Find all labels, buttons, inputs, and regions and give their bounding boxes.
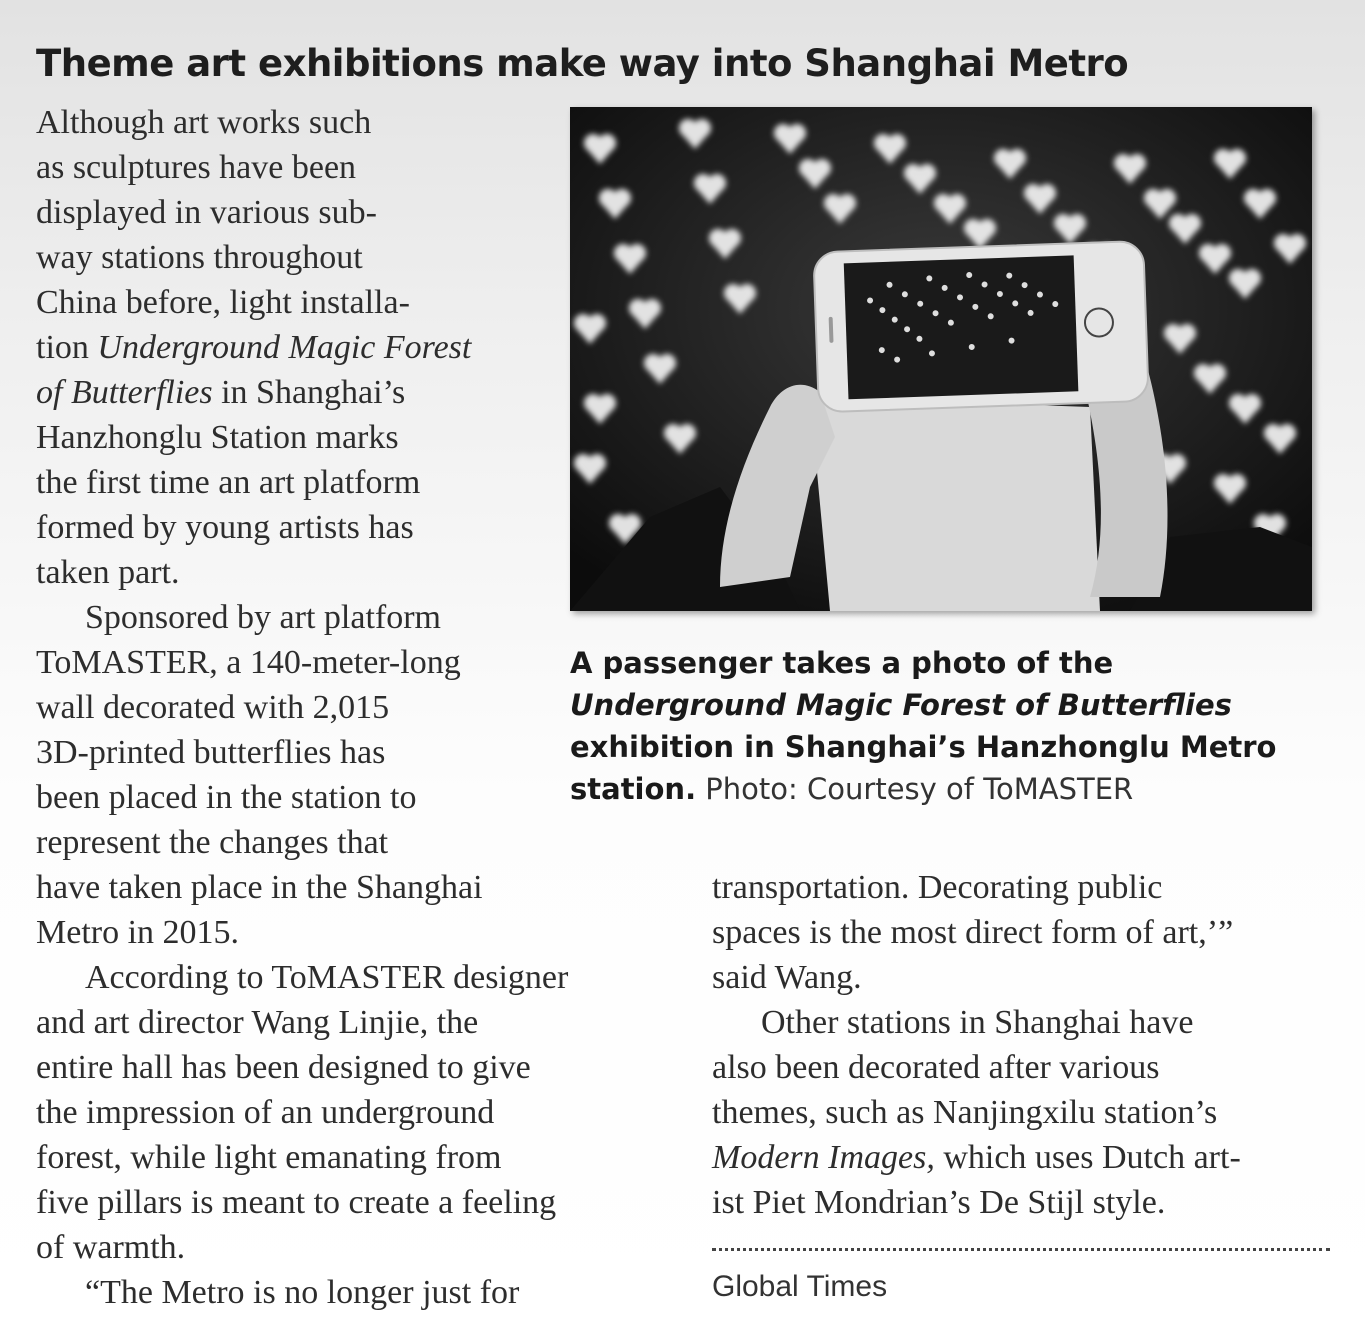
body-line: of warmth. [36,1229,186,1266]
divider [712,1248,1330,1251]
body-line: spaces is the most direct form of art,’” [712,914,1234,951]
caption-line [570,768,1330,810]
body-text: in Shanghai’s [212,374,406,411]
caption-text: station. [570,772,697,806]
body-line: Hanzhonglu Station marks [36,419,399,456]
body-line: forest, while light emanating from [36,1139,502,1176]
body-line: ist Piet Mondrian’s De Stijl style. [712,1184,1166,1221]
body-line: represent the changes that [36,824,389,861]
body-line: as sculptures have been [36,149,357,186]
body-line: 3D-printed butterflies has [36,734,386,771]
body-line: been placed in the station to [36,779,417,816]
photo-credit: Photo: Courtesy of ToMASTER [696,772,1134,806]
photo-caption [570,642,1330,810]
body-line: Metro in 2015. [36,914,240,951]
body-line: formed by young artists has [36,509,414,546]
source-label: Global Times [712,1270,888,1303]
body-text: which uses Dutch art- [934,1139,1241,1176]
body-line: taken part. [36,554,180,591]
body-line: wall decorated with 2,015 [36,689,390,726]
body-line: five pillars is meant to create a feeling [36,1184,557,1221]
caption-exhibition-title: Underground Magic Forest of Butterflies [570,688,1232,722]
body-line: Other stations in Shanghai have [761,1004,1194,1041]
body-line: have taken place in the Shanghai [36,869,483,906]
body-line: and art director Wang Linjie, the [36,1004,479,1041]
body-line: displayed in various sub- [36,194,377,231]
body-line: According to ToMASTER designer [85,959,569,996]
body-line: Sponsored by art platform [85,599,441,636]
body-line: transportation. Decorating public [712,869,1163,906]
body-text: tion [36,329,98,366]
exhibition-title: Underground Magic Forest [97,329,472,366]
body-line: “The Metro is no longer just for [85,1274,520,1311]
body-line: entire hall has been designed to give [36,1049,531,1086]
body-line: Although art works such [36,104,372,141]
body-line: China before, light installa- [36,284,410,321]
body-line: themes, such as Nanjingxilu station’s [712,1094,1218,1131]
body-line [36,325,471,370]
body-line: also been decorated after various [712,1049,1160,1086]
body-line: way stations throughout [36,239,363,276]
caption-line: A passenger takes a photo of the [570,646,1114,680]
body-line: ToMASTER, a 140-meter-long [36,644,461,681]
exhibition-title: of Butterflies [36,374,213,411]
body-line: the first time an art platform [36,464,421,501]
headline: Theme art exhibitions make way into Shanghai Metro [36,42,1129,85]
body-line [36,370,405,415]
body-line [712,1135,1241,1180]
body-line: the impression of an underground [36,1094,495,1131]
body-line: said Wang. [712,959,862,996]
caption-line: exhibition in Shanghai’s Hanzhonglu Metro [570,730,1277,764]
exhibition-title: Modern Images, [712,1139,935,1176]
caption-line [570,684,1330,726]
photo-butterfly-exhibition [570,107,1312,611]
